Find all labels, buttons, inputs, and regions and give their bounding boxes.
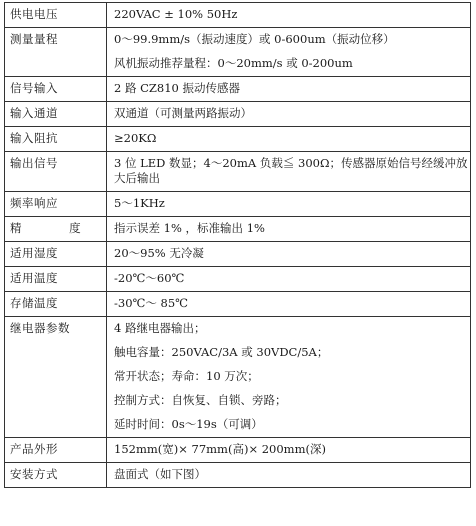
spec-value-line: 4 路继电器输出； (114, 321, 206, 335)
spec-row (5, 152, 471, 192)
spec-label: 存储温度 (10, 296, 58, 310)
spec-label-cell (5, 242, 107, 267)
spec-value-cell (107, 438, 471, 463)
spec-value-line: 风机振动推荐量程：0～20mm/s 或 0-200um (114, 56, 353, 70)
spec-row (5, 463, 471, 488)
spec-value-line: 20～95% 无冷凝 (114, 246, 204, 260)
spec-label-cell (5, 3, 107, 28)
spec-label: 测量量程 (10, 32, 58, 46)
spec-label-cell (5, 292, 107, 317)
spec-value-cell (107, 77, 471, 102)
spec-label: 频率响应 (10, 196, 58, 210)
spec-row (5, 438, 471, 463)
spec-table-body (5, 3, 471, 488)
spec-row (5, 3, 471, 28)
spec-value-line: -20℃～60℃ (114, 271, 185, 285)
spec-value-line: 3 位 LED 数显；4～20mA 负载≦ 300Ω；传感器原始信号经缓冲放大后输出 (114, 156, 468, 185)
spec-value-cell (107, 463, 471, 488)
spec-value-cell (107, 152, 471, 192)
spec-value-line: 220VAC ± 10% 50Hz (114, 7, 238, 21)
spec-row (5, 317, 471, 438)
spec-value-cell (107, 267, 471, 292)
spec-value-cell (107, 3, 471, 28)
spec-label-cell (5, 152, 107, 192)
spec-row (5, 102, 471, 127)
spec-label: 适用温度 (10, 271, 58, 285)
spec-label: 供电电压 (10, 7, 58, 21)
spec-value-line: 0～99.9mm/s（振动速度）或 0-600um（振动位移） (114, 32, 395, 46)
spec-value-cell (107, 317, 471, 438)
spec-row (5, 77, 471, 102)
spec-value-line: 常开状态；寿命：10 万次； (114, 369, 259, 383)
spec-value-line: 控制方式：自恢复、自锁、旁路； (114, 393, 287, 407)
spec-label-cell (5, 217, 107, 242)
spec-row (5, 127, 471, 152)
spec-value-line: 2 路 CZ810 振动传感器 (114, 81, 241, 95)
spec-label: 输入通道 (10, 106, 58, 120)
spec-table (4, 2, 471, 488)
spec-label-cell (5, 102, 107, 127)
spec-label: 信号输入 (10, 81, 58, 95)
spec-value-line: 5～1KHz (114, 196, 165, 210)
spec-value-cell (107, 28, 471, 77)
spec-label-cell (5, 192, 107, 217)
spec-label-cell (5, 127, 107, 152)
spec-label: 输出信号 (10, 156, 58, 170)
spec-row (5, 217, 471, 242)
spec-label-cell (5, 317, 107, 438)
spec-label: 继电器参数 (10, 321, 70, 335)
spec-value-line: 触电容量：250VAC/3A 或 30VDC/5A； (114, 345, 329, 359)
spec-value-cell (107, 292, 471, 317)
spec-value-cell (107, 242, 471, 267)
spec-row (5, 267, 471, 292)
spec-value-line: -30℃～ 85℃ (114, 296, 189, 310)
spec-row (5, 192, 471, 217)
spec-label: 适用湿度 (10, 246, 58, 260)
spec-row (5, 28, 471, 77)
spec-label: 安装方式 (10, 467, 58, 481)
spec-value-cell (107, 192, 471, 217)
spec-label: 产品外形 (10, 442, 58, 456)
spec-label-cell (5, 77, 107, 102)
spec-label-cell (5, 267, 107, 292)
spec-label-cell (5, 438, 107, 463)
spec-value-cell (107, 102, 471, 127)
spec-value-line: 盘面式（如下图） (114, 467, 206, 481)
spec-value-line: 指示误差 1% ，标准输出 1% (114, 221, 265, 235)
spec-value-line: 152mm(宽)× 77mm(高)× 200mm(深) (114, 442, 326, 456)
spec-label: 输入阻抗 (10, 131, 58, 145)
spec-value-line: ≥20KΩ (114, 131, 157, 145)
spec-value-line: 双通道（可测量两路振动） (114, 106, 252, 120)
spec-value-cell (107, 217, 471, 242)
spec-value-line: 延时时间：0s～19s（可调） (114, 417, 263, 431)
spec-value-cell (107, 127, 471, 152)
spec-label-cell (5, 463, 107, 488)
spec-row (5, 242, 471, 267)
spec-row (5, 292, 471, 317)
spec-label: 精 度 (10, 221, 103, 235)
spec-label-cell (5, 28, 107, 77)
